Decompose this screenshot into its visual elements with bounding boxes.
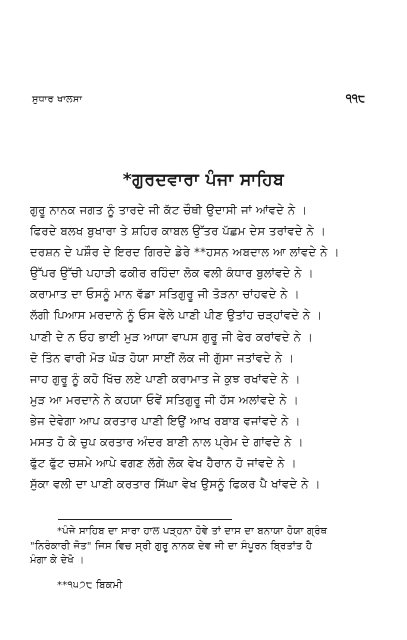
verse-line: ਲੱਗੀ ਪਿਆਸ ਮਰਦਾਨੇ ਨੂੰ ਓਸ ਵੇਲੇ ਪਾਣੀ ਪੀਣ ਉਤਾਂਹ ਚੜ੍ਹਾਂਵਦੇ ਨੇ ।	[30, 308, 323, 323]
verse-line: ਪਾਣੀ ਦੇ ਨ ਓਹ ਭਾਈ ਮੁੜ ਆਯਾ ਵਾਪਸ ਗੁਰੂ ਜੀ ਫੇਰ ਕਰਾਂਵਦੇ ਨੇ ।	[30, 329, 313, 344]
verse-line: ਸੁੱਕਾ ਵਲੀ ਦਾ ਪਾਣੀ ਕਰਤਾਰ ਸਿੱਘਾ ਵੇਖ ਉਸਨੂੰ ਫਿਕਰ ਪੈ ਖਾਂਵਦੇ ਨੇ ।	[30, 477, 321, 492]
page-number: ੧੧੮	[345, 92, 365, 105]
page-header	[0, 94, 407, 110]
verse-line: ਫੁੱਟ ਫੁੱਟ ਚਸ਼ਮੇ ਆਪੇ ਵਗਣ ਲੱਗੇ ਲੋਕ ਵੇਖ ਹੈਰਾਨ ਹੋ ਜਾਂਵਦੇ ਨੇ ।	[30, 456, 297, 471]
page-title: *ਗੁਰਦਵਾਰਾ ਪੰਜਾ ਸਾਹਿਬ	[122, 170, 285, 190]
footnote-line: ਮੰਗਾ ਕੇ ਦੇਖੋ ।	[30, 555, 85, 566]
verse-line: ਉੱਪਰ ਉੱਚੀ ਪਹਾੜੀ ਫਕੀਰ ਰਹਿੰਦਾ ਲੋਕ ਵਲੀ ਕੰਧਾਰ ਬੁਲਾਂਵਦੇ ਨੇ ।	[30, 266, 314, 281]
verse-line: ਗੁਰੂ ਨਾਨਕ ਜਗਤ ਨੂੰ ਤਾਰਦੇ ਜੀ ਕੱਟ ਚੌਥੀ ਉਦਾਸੀ ਜਾਂ ਆਂਵਦੇ ਨੇ ।	[30, 203, 308, 217]
footnotes	[30, 525, 380, 593]
verse-line: ਕਰਾਮਾਤ ਦਾ ਓਸਨੂੰ ਮਾਨ ਵੱਡਾ ਸਤਿਗੁਰੂ ਜੀ ਤੋੜਨਾ ਚਾਂਹਵਦੇ ਨੇ ।	[30, 287, 300, 302]
verse-line: ਦੋ ਤਿੰਨ ਵਾਰੀ ਮੋੜ ਘੋੜ ਹੋਯਾ ਸਾਈਂ ਲੋਕ ਜੀ ਗੁੱਸਾ ਜਤਾਂਵਦੇ ਨੇ ।	[30, 350, 295, 365]
verse-line: ਮਸਤ ਹੋ ਕੇ ਚੁਪ ਕਰਤਾਰ ਅੰਦਰ ਬਾਣੀ ਨਾਲ ਪ੍ਰੇਮ ਦੇ ਗਾਂਵਦੇ ਨੇ ।	[30, 435, 304, 450]
running-head: ਸੁਧਾਰ ਖਾਲਸਾ	[32, 94, 83, 105]
footnote-line: **੧੫੭੮ ਬਿਕਮੀ	[57, 579, 123, 591]
verse-line: ਮੁੜ ਆ ਮਰਦਾਨੇ ਨੇ ਕਹਯਾ ਓਵੇਂ ਸਤਿਗੁਰੂ ਜੀ ਹੱਸ ਅਲਾਂਵਦੇ ਨੇ ।	[30, 392, 299, 407]
verse-line: ਭੇਜ ਦੇਵੇਗਾ ਆਪ ਕਰਤਾਰ ਪਾਣੀ ਇਉਂ ਆਖ ਰਬਾਬ ਵਜਾਂਵਦੇ ਨੇ ।	[30, 413, 301, 428]
verse-line: ਫਿਰਦੇ ਬਲਖ ਬੁਖਾਰਾ ਤੇ ਸ਼ਹਿਰ ਕਾਬਲ ਉੱਤਰ ਪੱਛਮ ਦੇਸ ਤਰਾਂਵਦੇ ਨੇ ।	[30, 224, 326, 239]
verse-line: ਜਾਹ ਗੁਰੂ ਨੂੰ ਕਹੋ ਖਿੱਚ ਲਏ ਪਾਣੀ ਕਰਾਮਾਤ ਜੇ ਕੁਝ ਰਖਾਂਵਦੇ ਨੇ ।	[30, 371, 301, 386]
footnote-line: "ਨਿਰੰਕਾਰੀ ਜੋਤ" ਜਿਸ ਵਿਚ ਸ੍ਰੀ ਗੁਰੂ ਨਾਨਕ ਦੇਵ ਜੀ ਦਾ ਸੰਪੂਰਨ ਬ੍ਰਿਤਾਂਤ ਹੈ	[30, 540, 313, 552]
poem-body	[30, 200, 378, 495]
footnote-line: *ਪੰਜੇ ਸਾਹਿਬ ਦਾ ਸਾਰਾ ਹਾਲ ਪੜ੍ਹਨਾ ਹੋਵੇ ਤਾਂ ਦਾਸ ਦਾ ਬਨਾਯਾ ਹੋਯਾ ਗ੍ਰੰਥ	[57, 526, 328, 537]
verse-line: ਦਰਸ਼ਨ ਦੇ ਪਸ਼ੌਰ ਦੇ ਇਰਦ ਗਿਰਦੇ ਡੇਰੇ **ਹਸਨ ਅਬਦਾਲ ਆ ਲਾਂਵਦੇ ਨੇ ।	[30, 245, 340, 260]
footnote-divider	[58, 519, 232, 520]
